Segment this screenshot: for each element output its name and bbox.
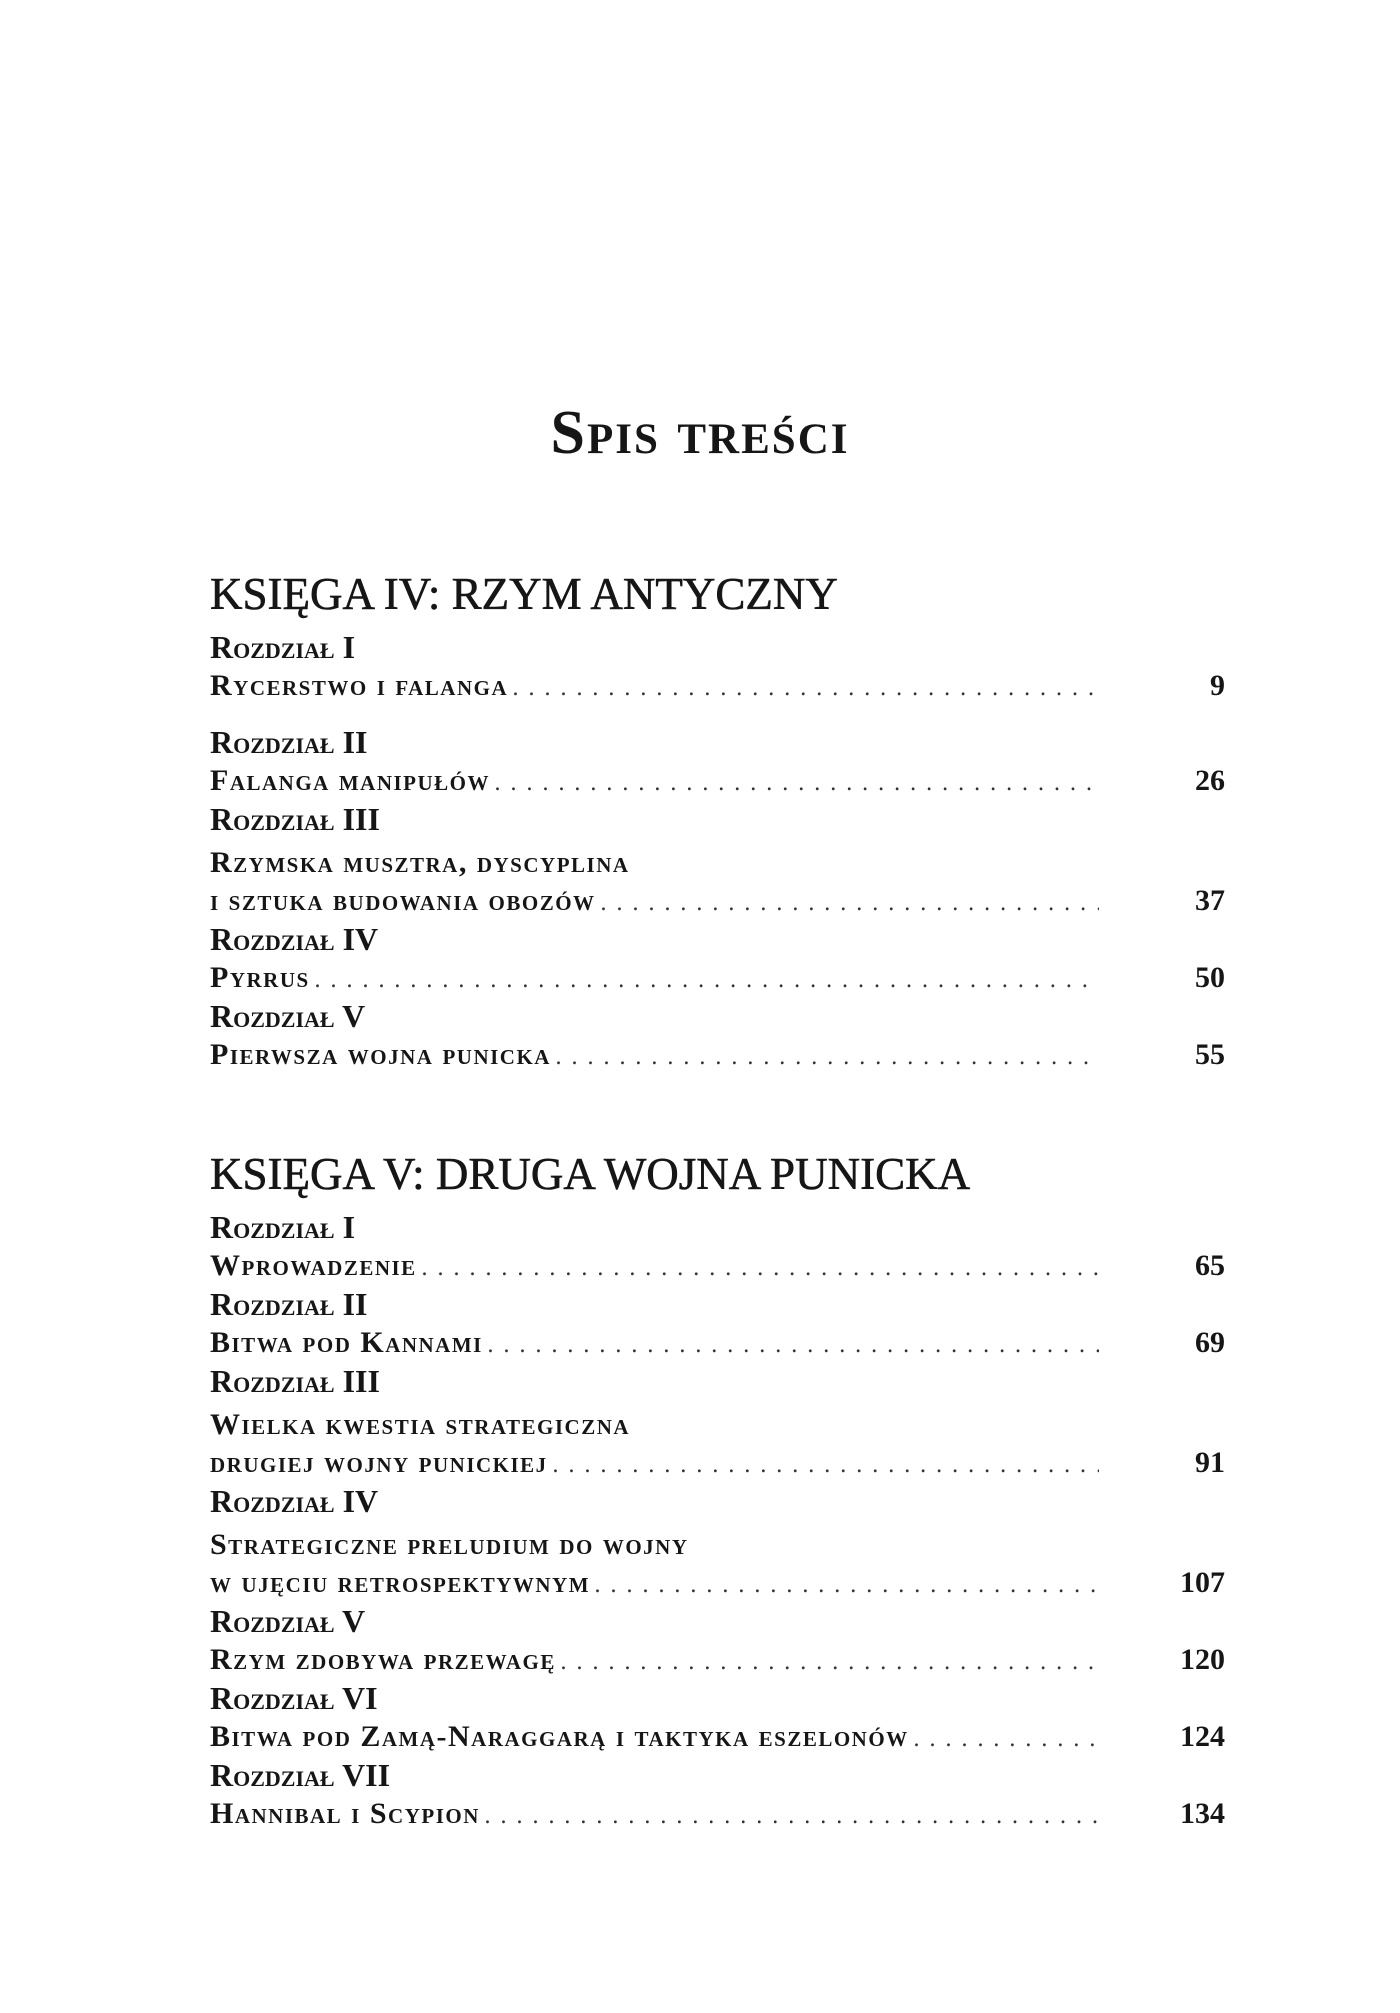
chapter-number: Rozdział V (210, 998, 366, 1034)
toc-entry[interactable] (210, 721, 1225, 798)
toc-book-5 (210, 1148, 1225, 1831)
dot-leader (552, 1453, 1099, 1478)
chapter-number: Rozdział II (210, 1286, 368, 1322)
page-number: 120 (1180, 1643, 1225, 1676)
dot-leader (314, 968, 1099, 993)
chapter-title: Bitwa pod Zamą-Naraggarą i taktyka eszelonów (210, 1720, 909, 1753)
toc-entry[interactable] (210, 1360, 1225, 1480)
book-heading: KSIĘGA V: DRUGA WOJNA PUNICKA (210, 1149, 971, 1199)
dot-leader (421, 1256, 1099, 1281)
toc-entry[interactable] (210, 995, 1225, 1072)
chapter-number: Rozdział I (210, 1209, 356, 1245)
chapter-title: i sztuka budowania obozów (210, 884, 596, 917)
chapter-number: Rozdział IV (210, 921, 379, 957)
dot-leader (487, 1333, 1099, 1358)
chapter-title: Hannibal i Scypion (210, 1797, 480, 1830)
chapter-number: Rozdział VII (210, 1757, 391, 1793)
chapter-title: Rzym zdobywa przewagę (210, 1643, 556, 1676)
chapter-title: Pyrrus (210, 961, 310, 994)
toc-entry[interactable] (210, 1600, 1225, 1677)
chapter-number: Rozdział VI (210, 1680, 378, 1716)
toc-entry[interactable] (210, 1754, 1225, 1831)
page-number: 55 (1195, 1038, 1225, 1071)
page-number: 65 (1195, 1249, 1225, 1282)
toc-book-4 (210, 568, 1225, 1072)
toc-entry[interactable] (210, 1283, 1225, 1360)
toc-entry[interactable] (210, 626, 1225, 703)
page-number: 134 (1180, 1797, 1225, 1830)
page-number: 69 (1195, 1326, 1225, 1359)
chapter-title-line: Strategiczne preludium do wojny (210, 1528, 689, 1561)
chapter-number: Rozdział II (210, 724, 368, 760)
page-number: 91 (1195, 1446, 1225, 1479)
dot-leader (555, 1045, 1099, 1070)
chapter-title: Bitwa pod Kannami (210, 1326, 483, 1359)
chapter-number: Rozdział IV (210, 1483, 379, 1519)
chapter-number: Rozdział I (210, 629, 356, 665)
page-number: 50 (1195, 961, 1225, 994)
dot-leader (494, 771, 1099, 796)
chapter-title: drugiej wojny punickiej (210, 1446, 548, 1479)
page-number: 9 (1210, 669, 1225, 702)
toc-entry[interactable] (210, 1206, 1225, 1283)
toc-entry[interactable] (210, 798, 1225, 918)
chapter-title: Pierwsza wojna punicka (210, 1038, 551, 1071)
chapter-number: Rozdział III (210, 1363, 380, 1399)
dot-leader (512, 676, 1099, 701)
chapter-number: Rozdział V (210, 1603, 366, 1639)
chapter-title: Falanga manipułów (210, 764, 490, 797)
page-number: 107 (1180, 1566, 1225, 1599)
toc-entry[interactable] (210, 1480, 1225, 1600)
page-number: 37 (1195, 884, 1225, 917)
chapter-title-line: Rzymska musztra, dyscyplina (210, 846, 630, 879)
chapter-title: Rycerstwo i falanga (210, 669, 509, 702)
chapter-title: w ujęciu retrospektywnym (210, 1566, 591, 1599)
dot-leader (560, 1650, 1099, 1675)
dot-leader (600, 891, 1099, 916)
page-number: 26 (1195, 764, 1225, 797)
toc-entry[interactable] (210, 918, 1225, 995)
toc-entry[interactable] (210, 1677, 1225, 1754)
chapter-title: Wprowadzenie (210, 1249, 417, 1282)
page-number: 124 (1180, 1720, 1225, 1753)
dot-leader (594, 1573, 1099, 1598)
book-heading: KSIĘGA IV: RZYM ANTYCZNY (210, 569, 838, 619)
dot-leader (484, 1804, 1099, 1829)
dot-leader (913, 1727, 1099, 1752)
page-title: Spis treści (550, 399, 850, 467)
chapter-title-line: Wielka kwestia strategiczna (210, 1408, 631, 1441)
chapter-number: Rozdział III (210, 801, 380, 837)
